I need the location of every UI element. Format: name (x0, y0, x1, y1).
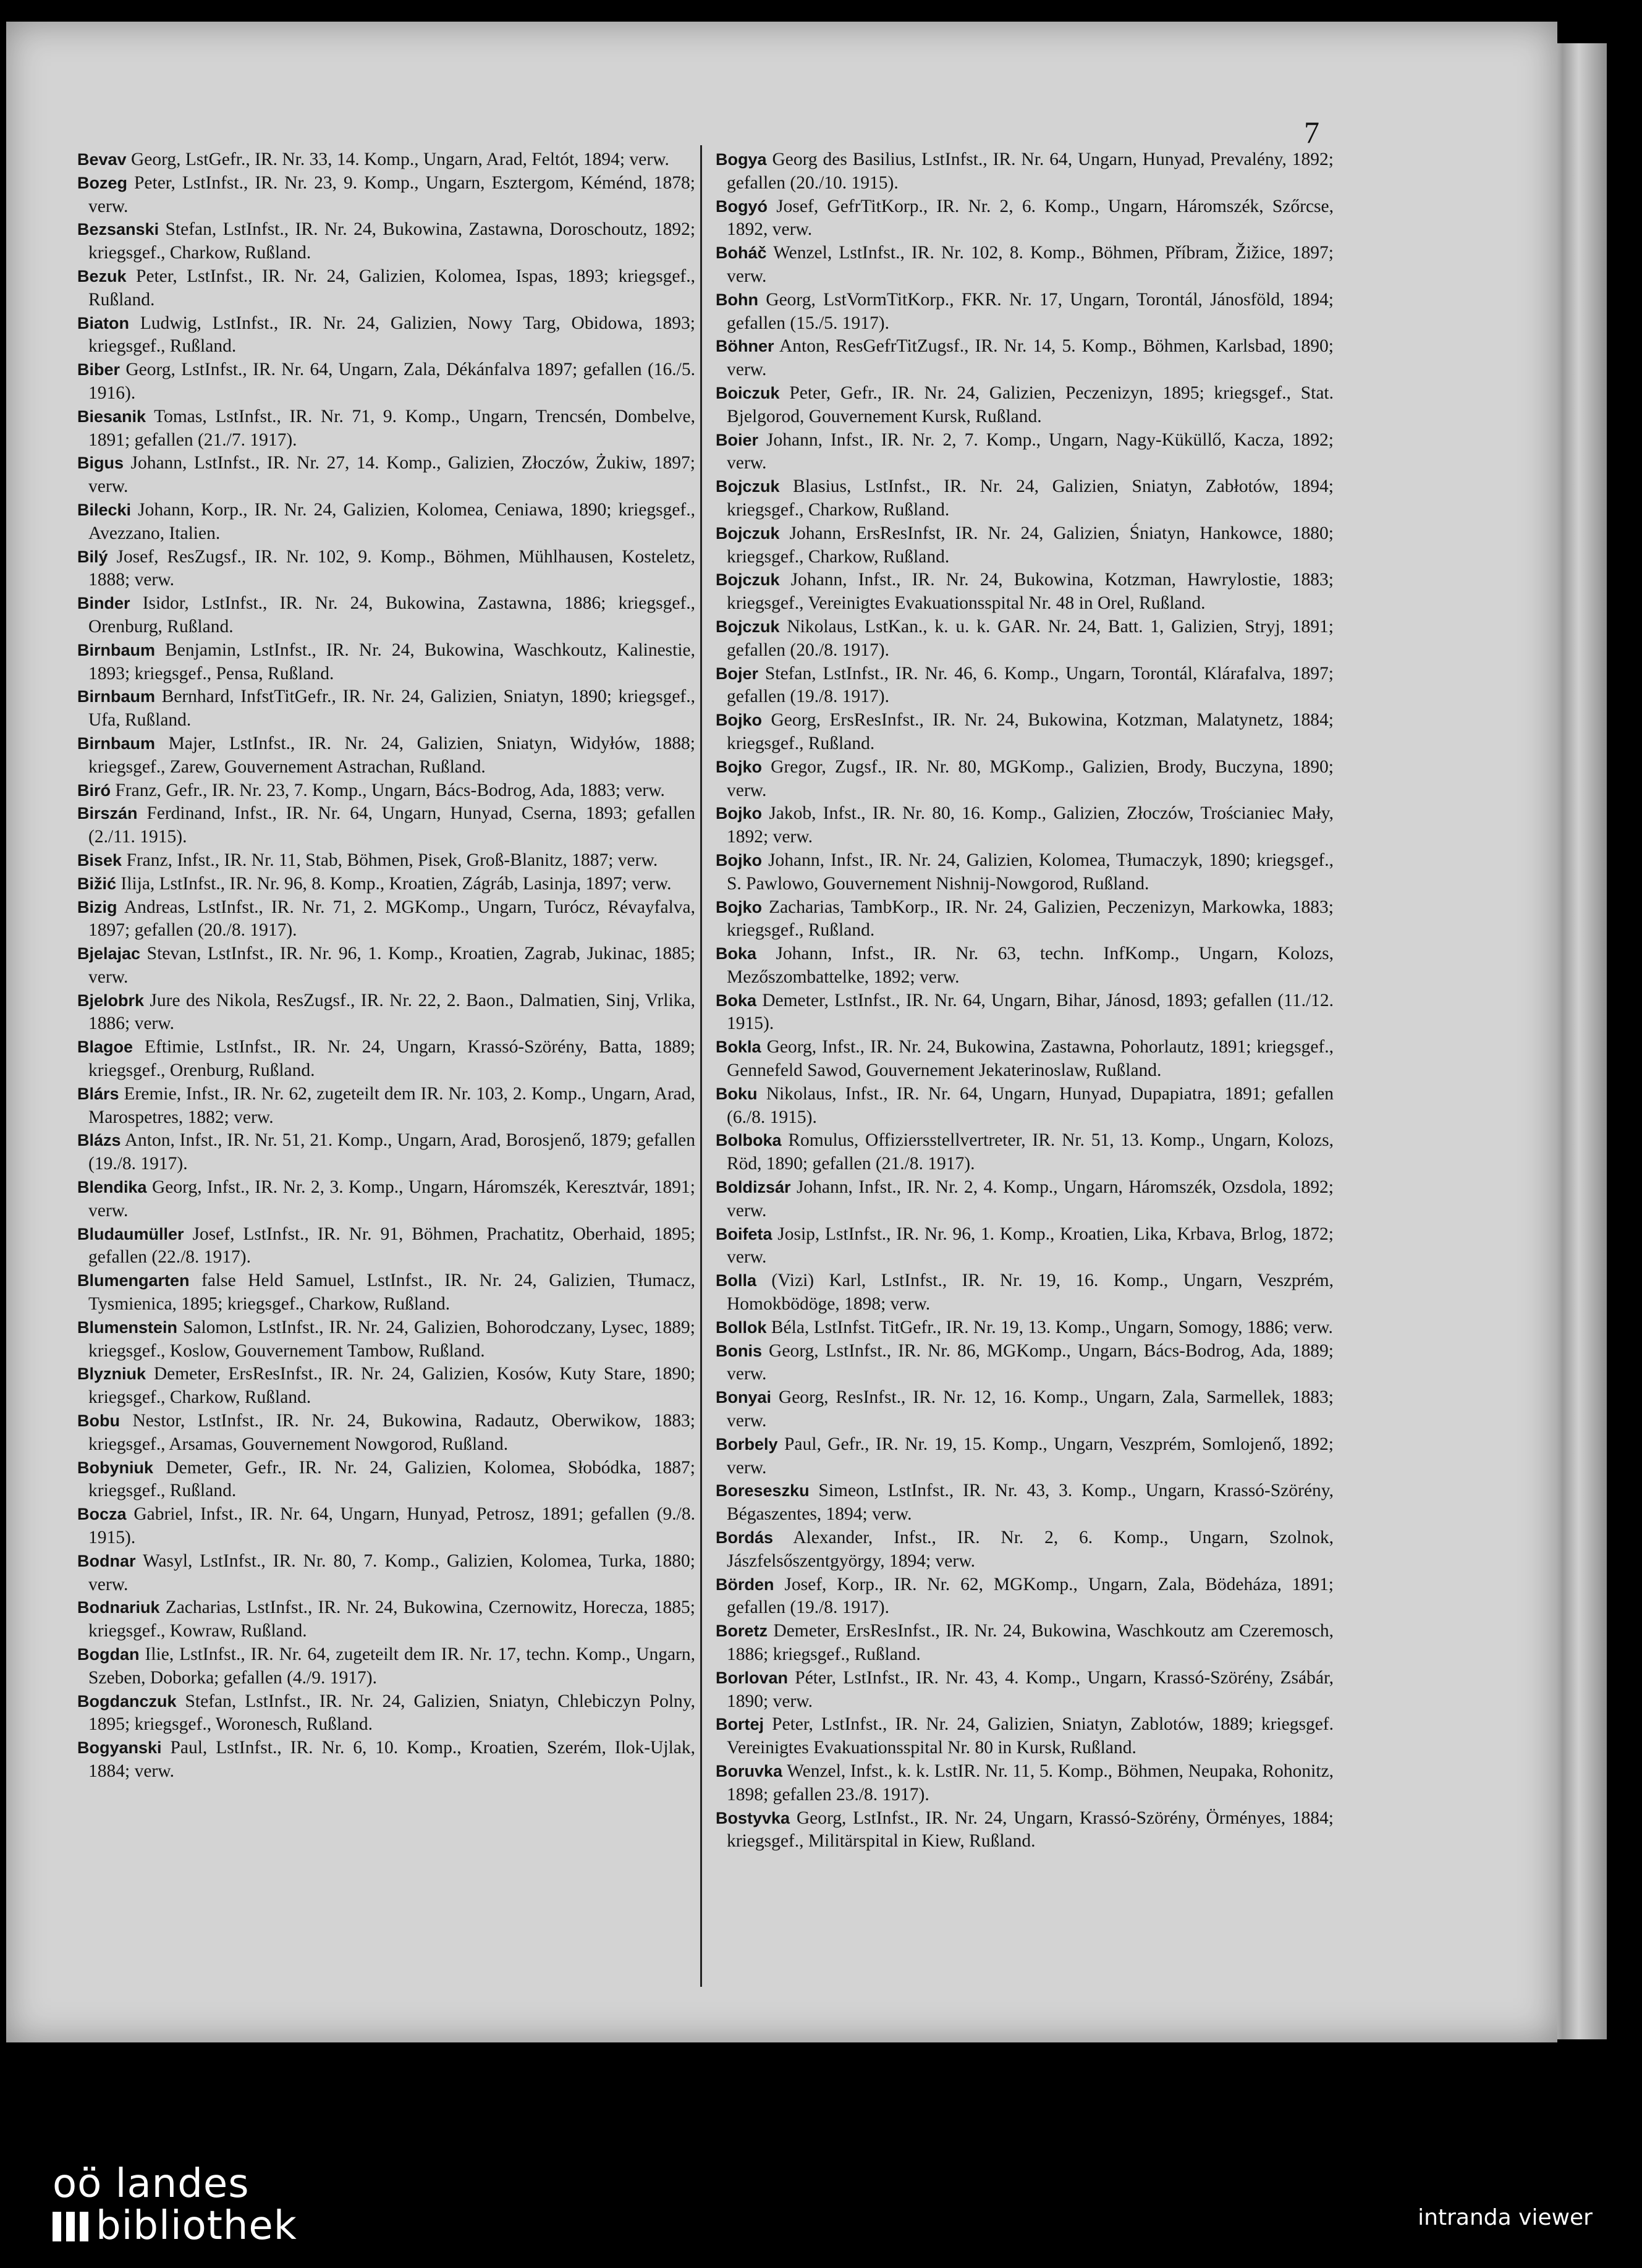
register-entry (716, 1129, 1334, 1176)
register-entry (77, 1223, 695, 1270)
entry-surname: Bohn (716, 290, 758, 309)
right-column (716, 148, 1334, 1853)
register-entry (716, 1667, 1334, 1714)
entry-surname: Bilý (77, 547, 108, 566)
entry-details: Peter, LstInfst., IR. Nr. 24, Galizien, Sniatyn, Zablotów, 1889; kriegsgef. Vereinigtes Evakuationsspital Nr. 80 in Kursk, Rußland. (727, 1714, 1334, 1758)
entry-surname: Bocza (77, 1505, 127, 1524)
register-entry (77, 1457, 695, 1504)
entry-surname: Boifeta (716, 1224, 772, 1243)
entry-surname: Bozeg (77, 173, 127, 192)
register-entry (77, 499, 695, 546)
entry-details: Ilija, LstInfst., IR. Nr. 96, 8. Komp., Kroatien, Zágráb, Lasinja, 1897; verw. (121, 873, 672, 894)
entry-surname: Bojko (716, 897, 763, 916)
register-entry (77, 1690, 695, 1737)
viewer-brand-label[interactable]: intranda viewer (1418, 2205, 1593, 2230)
entry-surname: Bobyniuk (77, 1458, 154, 1477)
entry-details: Johann, LstInfst., IR. Nr. 27, 14. Komp., Galizien, Złoczów, Żukiw, 1897; verw. (88, 453, 696, 497)
entry-surname: Bogdanczuk (77, 1691, 177, 1711)
entry-details: Georg, LstInfst., IR. Nr. 64, Ungarn, Zala, Dékánfalva 1897; gefallen (16./5. 1916). (88, 360, 696, 403)
register-entry (716, 849, 1334, 896)
entry-details: Anton, Infst., IR. Nr. 51, 21. Komp., Ungarn, Arad, Borosjenő, 1879; gefallen (19./8. 1917). (88, 1130, 695, 1174)
entry-surname: Bonyai (716, 1388, 772, 1407)
entry-surname: Biber (77, 360, 121, 379)
entry-details: Eftimie, LstInfst., IR. Nr. 24, Ungarn, Krassó-Szörény, Batta, 1889; kriegsgef., Orenburg, Rußland. (88, 1037, 696, 1081)
column-divider (700, 145, 702, 1987)
register-entry (77, 732, 695, 779)
entry-details: Benjamin, LstInfst., IR. Nr. 24, Bukowina, Waschkoutz, Kalinestie, 1893; kriegsgef., Pensa, Rußland. (88, 640, 695, 683)
register-entry (77, 1269, 695, 1316)
entry-surname: Boretz (716, 1622, 768, 1641)
entry-surname: Bilecki (77, 500, 132, 519)
entry-details: Peter, LstInfst., IR. Nr. 23, 9. Komp., Ungarn, Esztergom, Kéménd, 1878; verw. (88, 172, 695, 216)
entry-details: Jakob, Infst., IR. Nr. 80, 16. Komp., Galizien, Złoczów, Trościaniec Mały, 1892; verw. (727, 803, 1334, 847)
register-entry (716, 1083, 1334, 1130)
entry-details: Ilie, LstInfst., IR. Nr. 64, zugeteilt dem IR. Nr. 17, techn. Komp., Ungarn, Szeben, Doborka; gefallen (4./9. 1917). (88, 1644, 696, 1688)
entry-details: Franz, Infst., IR. Nr. 11, Stab, Böhmen, Pisek, Groß-Blanitz, 1887; verw. (126, 850, 658, 870)
entry-surname: Bogya (716, 150, 767, 169)
entry-details: false Held Samuel, LstInfst., IR. Nr. 24, Galizien, Tłumacz, Tysmienica, 1895; kriegsgef., Charkow, Rußland. (88, 1271, 696, 1314)
entry-surname: Bezuk (77, 266, 127, 286)
register-entry (77, 312, 695, 359)
entry-surname: Bevav (77, 150, 127, 169)
entry-surname: Bojczuk (716, 570, 780, 590)
register-entry (77, 1410, 695, 1457)
entry-surname: Bogyó (716, 197, 768, 216)
register-entry (716, 1526, 1334, 1573)
register-entry (77, 1129, 695, 1176)
entry-details: Stefan, LstInfst., IR. Nr. 24, Bukowina, Zastawna, Doroschoutz, 1892; kriegsgef., Charkow, Rußland. (88, 219, 696, 263)
register-entry (716, 1223, 1334, 1270)
entry-details: Ferdinand, Infst., IR. Nr. 64, Ungarn, Hunyad, Cserna, 1893; gefallen (2./11. 1915). (88, 803, 695, 847)
register-entry (77, 405, 695, 452)
entry-surname: Bobu (77, 1411, 120, 1431)
register-entry (77, 802, 695, 849)
entry-surname: Bonis (716, 1341, 763, 1360)
register-entry (77, 218, 695, 265)
viewer-footer (0, 2126, 1642, 2268)
entry-surname: Biesanik (77, 407, 146, 426)
register-entry (77, 849, 695, 873)
entry-surname: Boreseszku (716, 1481, 810, 1500)
entry-surname: Bostyvka (716, 1808, 790, 1827)
entry-surname: Blagoe (77, 1038, 133, 1057)
entry-surname: Bojer (716, 664, 759, 683)
register-entry (716, 569, 1334, 616)
entry-details: Anton, ResGefrTitZugsf., IR. Nr. 14, 5. Komp., Böhmen, Karlsbad, 1890; verw. (727, 336, 1334, 380)
logo-bars-icon (53, 2212, 90, 2241)
entry-surname: Biaton (77, 313, 129, 332)
entry-details: Georg, ErsResInfst., IR. Nr. 24, Bukowina, Kotzman, Malatynetz, 1884; kriegsgef., Rußland. (727, 710, 1334, 753)
entry-details: Wenzel, LstInfst., IR. Nr. 102, 8. Komp., Böhmen, Příbram, Žižice, 1897; verw. (727, 243, 1334, 286)
entry-details: Demeter, ErsResInfst., IR. Nr. 24, Galizien, Kosów, Kuty Stare, 1890; kriegsgef., Charkow, Rußland. (88, 1364, 696, 1408)
entry-details: Jure des Nikola, ResZugsf., IR. Nr. 22, 2. Baon., Dalmatien, Sinj, Vrlika, 1886; verw. (88, 990, 695, 1034)
register-entry (77, 1596, 695, 1643)
entry-surname: Bojko (716, 850, 763, 870)
entry-surname: Bezsanski (77, 220, 159, 239)
register-entry (716, 335, 1334, 382)
entry-details: Georg, Infst., IR. Nr. 24, Bukowina, Zastawna, Pohorlautz, 1891; kriegsgef., Gennefeld Sawod, Gouvernement Jekaterinoslaw, Rußland. (727, 1037, 1334, 1081)
entry-details: Peter, Gefr., IR. Nr. 24, Galizien, Peczenizyn, 1895; kriegsgef., Stat. Bjelgorod, Gouvernement Kursk, Rußland. (727, 383, 1334, 426)
entry-surname: Bizig (77, 897, 117, 916)
register-entry (716, 1036, 1334, 1083)
register-entry (716, 1176, 1334, 1223)
register-entry (716, 148, 1334, 195)
register-entry (716, 1713, 1334, 1760)
entry-details: Gabriel, Infst., IR. Nr. 64, Ungarn, Hunyad, Petrosz, 1891; gefallen (9./8. 1915). (88, 1504, 695, 1548)
entry-details: Georg des Basilius, LstInfst., IR. Nr. 64, Ungarn, Hunyad, Prevalény, 1892; gefallen (20./10. 1915). (727, 150, 1334, 193)
entry-details: Wenzel, Infst., k. k. LstIR. Nr. 11, 5. Komp., Böhmen, Neupaka, Rohonitz, 1898; gefallen 23./8. 1917). (727, 1761, 1334, 1805)
register-entry (716, 1386, 1334, 1433)
entry-details: Paul, Gefr., IR. Nr. 19, 15. Komp., Ungarn, Veszprém, Somlojenő, 1892; verw. (727, 1434, 1334, 1478)
entry-surname: Börden (716, 1575, 774, 1594)
register-entry (716, 756, 1334, 803)
register-entry (77, 1643, 695, 1690)
register-entry (77, 148, 695, 172)
register-entry (77, 1363, 695, 1410)
entry-details: Majer, LstInfst., IR. Nr. 24, Galizien, Sniatyn, Widyłów, 1888; kriegsgef., Zarew, Gouvernement Astrachan, Rußland. (88, 733, 696, 777)
entry-details: Johann, ErsResInfst, IR. Nr. 24, Galizien, Śniatyn, Hankowce, 1880; kriegsgef., Charkow, Rußland. (727, 523, 1334, 567)
entry-surname: Bludaumüller (77, 1224, 184, 1243)
register-entry (77, 685, 695, 732)
entry-details: Josef, Korp., IR. Nr. 62, MGKomp., Ungarn, Zala, Bödeháza, 1891; gefallen (19./8. 1917). (727, 1574, 1334, 1618)
entry-details: Simeon, LstInfst., IR. Nr. 43, 3. Komp., Ungarn, Krassó-Szörény, Bégaszentes, 1894; verw. (727, 1481, 1334, 1525)
entry-surname: Blázs (77, 1131, 121, 1150)
entry-surname: Boku (716, 1084, 758, 1103)
entry-surname: Bojko (716, 711, 763, 730)
entry-details: Nikolaus, Infst., IR. Nr. 64, Ungarn, Hunyad, Dupapiatra, 1891; gefallen (6./8. 1915). (727, 1083, 1334, 1127)
entry-details: Paul, LstInfst., IR. Nr. 6, 10. Komp., Kroatien, Szerém, Ilok-Ujlak, 1884; verw. (88, 1738, 695, 1781)
entry-surname: Bjelajac (77, 944, 141, 963)
page-number: 7 (1304, 115, 1319, 150)
entry-surname: Böhner (716, 337, 774, 356)
entry-details: Salomon, LstInfst., IR. Nr. 24, Galizien, Bohorodczany, Lysec, 1889; kriegsgef., Koslow, Gouvernement Tambow, Rußland. (88, 1317, 695, 1361)
entry-surname: Boruvka (716, 1761, 783, 1780)
entry-surname: Bokla (716, 1038, 761, 1057)
entry-details: Blasius, LstInfst., IR. Nr. 24, Galizien, Sniatyn, Zabłotów, 1894; kriegsgef., Charkow, Rußland. (727, 476, 1334, 520)
register-entry (77, 1737, 695, 1784)
entry-details: Johann, Infst., IR. Nr. 24, Galizien, Kolomea, Tłumaczyk, 1890; kriegsgef., S. Pawlowo, Gouvernement Nishnij-Nowgorod, Rußland. (727, 850, 1334, 894)
entry-surname: Blárs (77, 1084, 119, 1103)
entry-surname: Borbely (716, 1434, 778, 1453)
entry-details: Nestor, LstInfst., IR. Nr. 24, Bukowina, Radautz, Oberwikow, 1883; kriegsgef., Arsamas, Gouvernement Nowgorod, Rußland. (88, 1411, 696, 1454)
entry-details: Josef, LstInfst., IR. Nr. 91, Böhmen, Prachatitz, Oberhaid, 1895; gefallen (22./8. 1917). (88, 1224, 696, 1267)
register-entry (77, 1503, 695, 1550)
register-entry (716, 1760, 1334, 1807)
entry-surname: Bigus (77, 454, 124, 473)
entry-surname: Bogdan (77, 1645, 140, 1664)
entry-surname: Bollok (716, 1318, 767, 1337)
register-entry (77, 896, 695, 943)
entry-surname: Boka (716, 944, 757, 963)
entry-surname: Biró (77, 781, 111, 800)
entry-surname: Bojczuk (716, 477, 780, 496)
document-page (6, 22, 1557, 2042)
register-entry (77, 265, 695, 312)
register-entry (716, 1316, 1334, 1340)
entry-details: Demeter, Gefr., IR. Nr. 24, Galizien, Kolomea, Słobódka, 1887; kriegsgef., Rußland. (88, 1457, 696, 1501)
entry-details: Franz, Gefr., IR. Nr. 23, 7. Komp., Ungarn, Bács-Bodrog, Ada, 1883; verw. (115, 780, 665, 800)
entry-details: Georg, ResInfst., IR. Nr. 12, 16. Komp., Ungarn, Zala, Sarmellek, 1883; verw. (727, 1387, 1334, 1431)
entry-surname: Birszán (77, 804, 138, 823)
register-entry (716, 475, 1334, 522)
entry-details: Johann, Infst., IR. Nr. 24, Bukowina, Kotzman, Hawrylostie, 1883; kriegsgef., Vereinigtes Evakuationsspital Nr. 48 in Orel, Rußland. (727, 570, 1334, 614)
register-entry (77, 873, 695, 896)
entry-details: Josef, GefrTitKorp., IR. Nr. 2, 6. Komp., Ungarn, Háromszék, Szőrcse, 1892, verw. (727, 196, 1334, 240)
entry-details: Béla, LstInfst. TitGefr., IR. Nr. 19, 13. Komp., Ungarn, Somogy, 1886; verw. (771, 1317, 1333, 1337)
register-entry (716, 429, 1334, 476)
entry-details: Johann, Infst., IR. Nr. 2, 7. Komp., Ungarn, Nagy-Küküllő, Kacza, 1892; verw. (727, 429, 1334, 473)
register-entry (77, 639, 695, 686)
entry-details: Demeter, ErsResInfst., IR. Nr. 24, Bukowina, Waschkoutz am Czeremosch, 1886; kriegsgef., Rußland. (727, 1621, 1334, 1664)
entry-surname: Binder (77, 594, 130, 613)
entry-details: Romulus, Offiziersstellvertreter, IR. Nr. 51, 13. Komp., Ungarn, Kolozs, Röd, 1890; gefallen (21./8. 1917). (727, 1130, 1334, 1174)
register-entry (77, 1036, 695, 1083)
register-entry (77, 172, 695, 219)
entry-details: Wasyl, LstInfst., IR. Nr. 80, 7. Komp., Galizien, Kolomea, Turka, 1880; verw. (88, 1551, 696, 1594)
register-entry (716, 709, 1334, 756)
entry-surname: Bjelobrk (77, 991, 145, 1010)
entry-surname: Bodnariuk (77, 1598, 160, 1617)
entry-details: Stefan, LstInfst., IR. Nr. 24, Galizien, Sniatyn, Chlebiczyn Polny, 1895; kriegsgef., Woronesch, Rußland. (88, 1691, 696, 1735)
entry-surname: Boháč (716, 243, 767, 263)
entry-surname: Bodnar (77, 1551, 136, 1570)
logo-line-1: oö landes (53, 2161, 250, 2207)
register-entry (716, 662, 1334, 709)
entry-details: Josef, ResZugsf., IR. Nr. 102, 9. Komp., Böhmen, Mühlhausen, Kosteletz, 1888; verw. (88, 546, 695, 590)
entry-details: Zacharias, TambKorp., IR. Nr. 24, Galizien, Peczenizyn, Markowka, 1883; kriegsgef., Rußland. (727, 897, 1334, 941)
entry-details: Georg, LstInfst., IR. Nr. 24, Ungarn, Krassó-Szörény, Örményes, 1884; kriegsgef., Militärspital in Kiew, Rußland. (727, 1808, 1334, 1851)
entry-surname: Bojczuk (716, 523, 780, 543)
entry-details: Zacharias, LstInfst., IR. Nr. 24, Bukowina, Czernowitz, Horecza, 1885; kriegsgef., Kowraw, Rußland. (88, 1597, 696, 1641)
register-entry (716, 522, 1334, 569)
register-entry (716, 1620, 1334, 1667)
register-entry (716, 1573, 1334, 1620)
register-entry (716, 1807, 1334, 1854)
left-column (77, 148, 695, 1784)
register-entry (716, 989, 1334, 1036)
entry-surname: Blumenstein (77, 1318, 178, 1337)
entry-details: Stefan, LstInfst., IR. Nr. 46, 6. Komp., Ungarn, Torontál, Klárafalva, 1897; gefallen (19./8. 1917). (727, 663, 1334, 707)
entry-details: Gregor, Zugsf., IR. Nr. 80, MGKomp., Galizien, Brody, Buczyna, 1890; verw. (727, 756, 1334, 800)
entry-details: Johann, Korp., IR. Nr. 24, Galizien, Kolomea, Ceniawa, 1890; kriegsgef., Avezzano, Italien. (88, 499, 696, 543)
register-entry (716, 1269, 1334, 1316)
entry-details: Georg, LstInfst., IR. Nr. 86, MGKomp., Ungarn, Bács-Bodrog, Ada, 1889; verw. (727, 1340, 1334, 1384)
register-entry (77, 358, 695, 405)
register-entry (716, 616, 1334, 662)
entry-details: Tomas, LstInfst., IR. Nr. 71, 9. Komp., Ungarn, Trencsén, Dombelve, 1891; gefallen (21./7. 1917). (88, 406, 695, 450)
register-entry (716, 195, 1334, 242)
register-entry (77, 1316, 695, 1363)
entry-details: Nikolaus, LstKan., k. u. k. GAR. Nr. 24, Batt. 1, Galizien, Stryj, 1891; gefallen (20./8. 1917). (727, 616, 1334, 660)
entry-surname: Bisek (77, 850, 122, 870)
register-entry (77, 1083, 695, 1130)
entry-details: Eremie, Infst., IR. Nr. 62, zugeteilt dem IR. Nr. 103, 2. Komp., Ungarn, Arad, Marospetres, 1882; verw. (88, 1083, 695, 1127)
entry-surname: Bižić (77, 874, 117, 893)
register-entry (716, 289, 1334, 336)
entry-surname: Bolboka (716, 1131, 782, 1150)
entry-surname: Bordás (716, 1528, 774, 1547)
register-entry (77, 779, 695, 803)
entry-surname: Bortej (716, 1715, 764, 1734)
entry-surname: Boldizsár (716, 1178, 791, 1197)
register-entry (716, 1433, 1334, 1480)
register-entry (77, 989, 695, 1036)
register-entry (77, 452, 695, 499)
register-entry (716, 1479, 1334, 1526)
entry-details: Isidor, LstInfst., IR. Nr. 24, Bukowina, Zastawna, 1886; kriegsgef., Orenburg, Rußland. (88, 593, 696, 637)
entry-surname: Boier (716, 430, 759, 449)
entry-details: Bernhard, InfstTitGefr., IR. Nr. 24, Galizien, Sniatyn, 1890; kriegsgef., Ufa, Rußland. (88, 687, 696, 730)
entry-details: Johann, Infst., IR. Nr. 2, 4. Komp., Ungarn, Háromszék, Ozsdola, 1892; verw. (727, 1177, 1334, 1221)
library-logo[interactable] (53, 2163, 297, 2247)
register-entry (77, 592, 695, 639)
entry-surname: Bojczuk (716, 617, 780, 636)
register-entry (77, 1550, 695, 1597)
entry-details: (Vizi) Karl, LstInfst., IR. Nr. 19, 16. Komp., Ungarn, Veszprém, Homokbödöge, 1898; verw. (727, 1271, 1334, 1314)
entry-details: Georg, Infst., IR. Nr. 2, 3. Komp., Ungarn, Háromszék, Keresztvár, 1891; verw. (88, 1177, 696, 1221)
entry-details: Demeter, LstInfst., IR. Nr. 64, Ungarn, Bihar, Jánosd, 1893; gefallen (11./12. 1915). (727, 990, 1334, 1034)
entry-surname: Birnbaum (77, 687, 156, 706)
register-entry (716, 802, 1334, 849)
entry-surname: Bolla (716, 1271, 757, 1290)
entry-surname: Bojko (716, 757, 763, 776)
entry-surname: Blumengarten (77, 1271, 190, 1290)
register-entry (716, 896, 1334, 943)
entry-surname: Boiczuk (716, 383, 780, 402)
register-entry (77, 546, 695, 593)
entry-details: Johann, Infst., IR. Nr. 63, techn. InfKomp., Ungarn, Kolozs, Mezőszombattelke, 1892; verw. (727, 944, 1334, 987)
entry-details: Stevan, LstInfst., IR. Nr. 96, 1. Komp., Kroatien, Zagrab, Jukinac, 1885; verw. (88, 944, 696, 987)
entry-details: Georg, LstVormTitKorp., FKR. Nr. 17, Ungarn, Torontál, Jánosföld, 1894; gefallen (15./5. 1917). (727, 289, 1334, 333)
entry-surname: Boka (716, 991, 757, 1010)
entry-surname: Birnbaum (77, 640, 156, 659)
entry-details: Ludwig, LstInfst., IR. Nr. 24, Galizien, Nowy Targ, Obidowa, 1893; kriegsgef., Rußland. (88, 313, 695, 357)
entry-details: Alexander, Infst., IR. Nr. 2, 6. Komp., Ungarn, Szolnok, Jászfelsőszentgyörgy, 1894; verw. (727, 1528, 1334, 1571)
entry-surname: Bojko (716, 804, 763, 823)
register-entry (77, 1176, 695, 1223)
register-entry (77, 942, 695, 989)
entry-surname: Bogyanski (77, 1738, 162, 1758)
entry-details: Josip, LstInfst., IR. Nr. 96, 1. Komp., Kroatien, Lika, Krbava, Brlog, 1872; verw. (727, 1224, 1334, 1267)
entry-surname: Borlovan (716, 1668, 789, 1687)
entry-surname: Blendika (77, 1178, 147, 1197)
register-entry (716, 242, 1334, 289)
entry-details: Andreas, LstInfst., IR. Nr. 71, 2. MGKomp., Ungarn, Turócz, Révayfalva, 1897; gefallen (20./8. 1917). (88, 897, 696, 941)
entry-surname: Blyzniuk (77, 1365, 146, 1384)
entry-details: Peter, LstInfst., IR. Nr. 24, Galizien, Kolomea, Ispas, 1893; kriegsgef., Rußland. (88, 266, 696, 310)
register-entry (716, 942, 1334, 989)
register-entry (716, 382, 1334, 429)
entry-details: Péter, LstInfst., IR. Nr. 43, 4. Komp., Ungarn, Krassó-Szörény, Zsábár, 1890; verw. (727, 1667, 1334, 1711)
logo-line-2: bibliothek (96, 2203, 297, 2249)
entry-surname: Birnbaum (77, 734, 156, 753)
register-entry (716, 1340, 1334, 1387)
entry-details: Georg, LstGefr., IR. Nr. 33, 14. Komp., Ungarn, Arad, Feltót, 1894; verw. (130, 150, 669, 169)
